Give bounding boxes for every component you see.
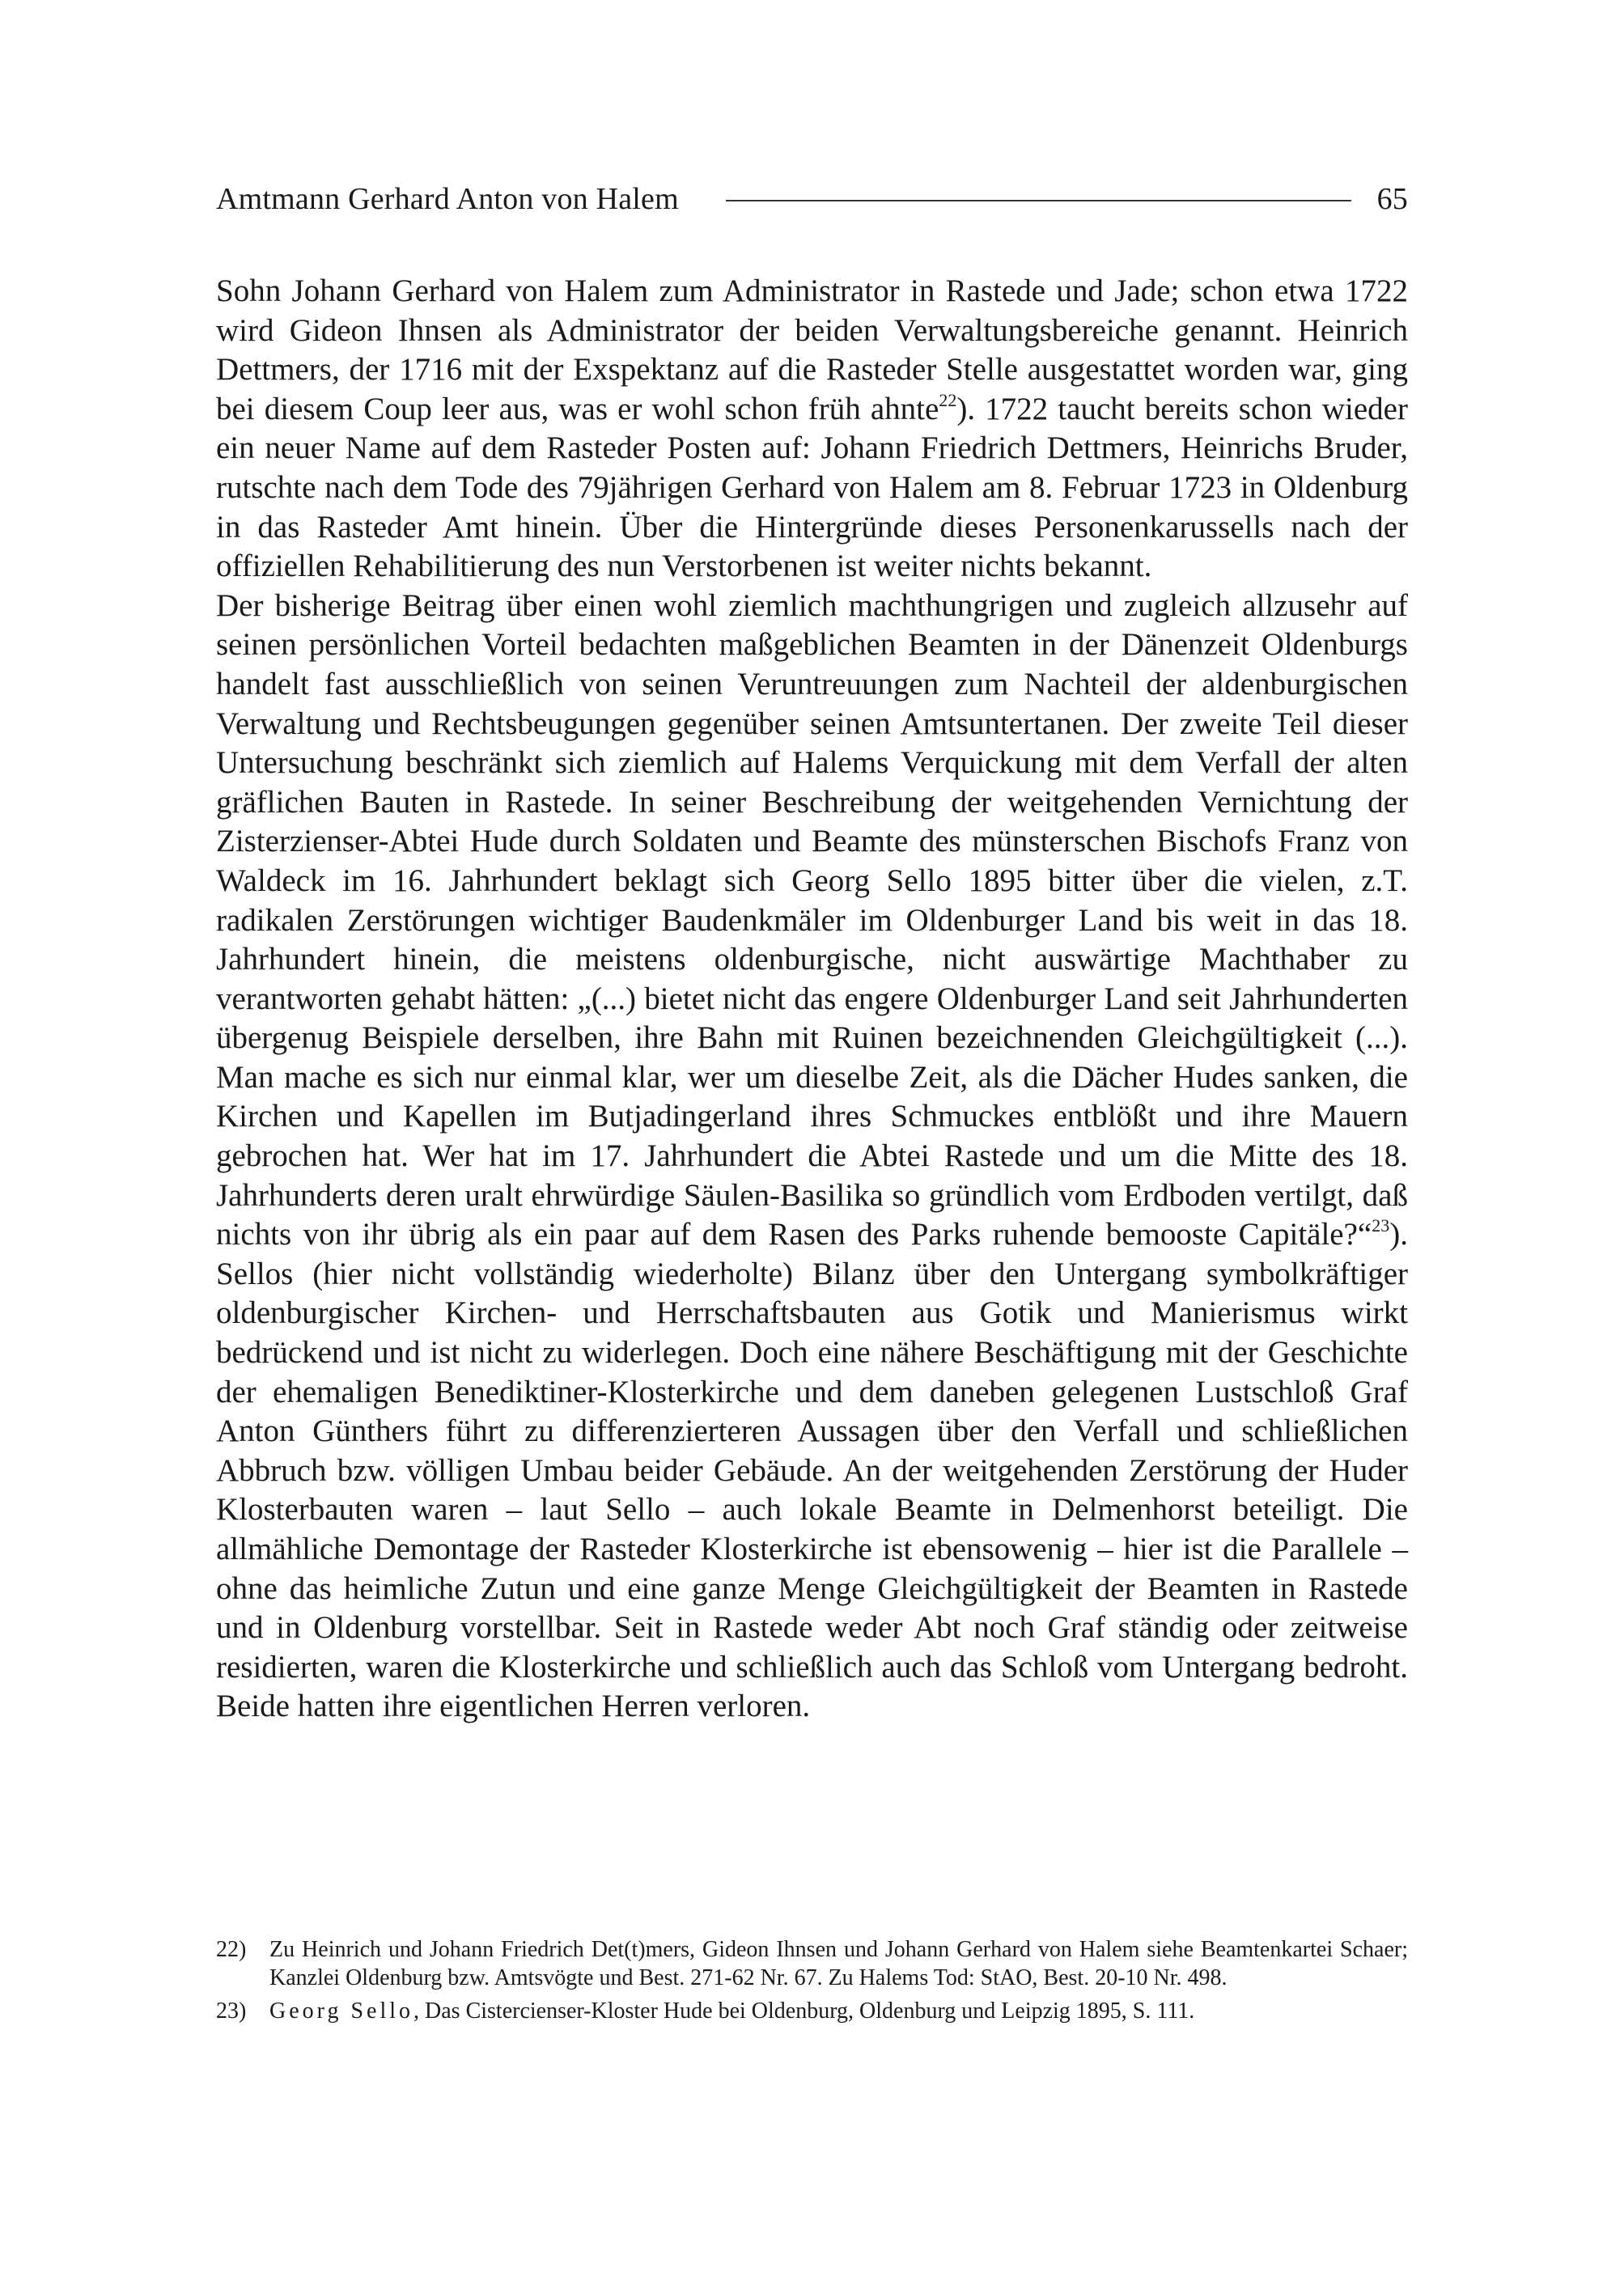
- page-number: 65: [1376, 182, 1408, 216]
- paragraph-2: [216, 587, 1408, 1727]
- body-text: [216, 272, 1408, 1727]
- footnotes: [216, 1935, 1408, 2030]
- document-page: [216, 0, 1408, 2293]
- paragraph-1-text-a: Sohn Johann Gerhard von Halem zum Administrator in Rastede und Jade; schon etwa 1722 wird Gideon Ihnsen als Administrator der beiden Verwaltungsbereiche genannt. Heinrich Dettmers, der 1716 mit der Exspektanz auf die Rasteder Stelle ausgestattet worden war, ging bei diesem Coup leer aus, was er wohl schon früh ahnte: [216, 273, 1408, 426]
- footnote-text: [269, 1997, 1408, 2025]
- footnote-22: [216, 1935, 1408, 1992]
- footnote-author: Georg Sello: [269, 1998, 414, 2024]
- paragraph-2-text-b: ). Sellos (hier nicht vollständig wiederholte) Bilanz über den Untergang symbolkräftiger oldenburgischer Kirchen- und Herrschaftsbauten aus Gotik und Manierismus wirkt bedrückend und ist nicht zu widerlegen. Doch eine nähere Beschäftigung mit der Geschichte der ehemaligen Benediktiner-Klosterkirche und dem daneben gelegenen Lustschloß Graf Anton Günthers führt zu differenzierteren Aussagen über den Verfall und schließlichen Abbruch bzw. völligen Umbau beider Gebäude. An der weitgehenden Zerstörung der Huder Klosterbauten waren – laut Sello – auch lokale Beamte in Delmenhorst beteiligt. Die allmähliche Demontage der Rasteder Klosterkirche ist ebensowenig – hier ist die Parallele – ohne das heimliche Zutun und eine ganze Menge Gleichgültigkeit der Beamten in Rastede und in Oldenburg vorstellbar. Seit in Rastede weder Abt noch Graf ständig oder zeitweise residierten, waren die Klosterkirche und schließlich auch das Schloß vom Untergang bedroht. Beide hatten ihre eigentlichen Herren verloren.: [216, 1217, 1408, 1724]
- footnote-number: 23): [216, 1998, 247, 2024]
- footnote-number: 22): [216, 1937, 247, 1962]
- header-title: Amtmann Gerhard Anton von Halem: [216, 182, 679, 216]
- header-rule: [726, 200, 1351, 201]
- footnote-text: Zu Heinrich und Johann Friedrich Det(t)mers, Gideon Ihnsen und Johann Gerhard von Halem siehe Beamtenkartei Schaer; Kanzlei Oldenburg bzw. Amtsvögte und Best. 271-62 Nr. 67. Zu Halems Tod: StAO, Best. 20-10 Nr. 498.: [269, 1937, 1408, 1990]
- footnote-citation: , Das Cistercienser-Kloster Hude bei Oldenburg, Oldenburg und Leipzig 1895, S. 111.: [413, 1998, 1195, 2024]
- footnote-ref-22[interactable]: 22: [939, 389, 957, 410]
- paragraph-2-text-a: Der bisherige Beitrag über einen wohl ziemlich machthungrigen und zugleich allzusehr auf seinen persönlichen Vorteil bedachten maßgeblichen Beamten in der Dänenzeit Oldenburgs handelt fast ausschließlich von seinen Veruntreuungen zum Nachteil der aldenburgischen Verwaltung und Rechtsbeugungen gegenüber seinen Amtsuntertanen. Der zweite Teil dieser Untersuchung beschränkt sich ziemlich auf Halems Verquickung mit dem Verfall der alten gräflichen Bauten in Rastede. In seiner Beschreibung der weitgehenden Vernichtung der Zisterzienser-Abtei Hude durch Soldaten und Beamte des münsterschen Bischofs Franz von Waldeck im 16. Jahrhundert beklagt sich Georg Sello 1895 bitter über die vielen, z.T. radikalen Zerstörungen wichtiger Baudenkmäler im Oldenburger Land bis weit in das 18. Jahrhundert hinein, die meistens oldenburgische, nicht auswärtige Machthaber zu verantworten gehabt hätten: „(...) bietet nicht das engere Oldenburger Land seit Jahrhunderten übergenug Beispiele derselben, ihre Bahn mit Ruinen bezeichnenden Gleichgültigkeit (...). Man mache es sich nur einmal klar, wer um dieselbe Zeit, als die Dächer Hudes sanken, die Kirchen und Kapellen im Butjadingerland ihres Schmuckes entblößt und ihre Mauern gebrochen hat. Wer hat im 17. Jahrhundert die Abtei Rastede und um die Mitte des 18. Jahrhunderts deren uralt ehrwürdige Säulen-Basilika so gründlich vom Erdboden vertilgt, daß nichts von ihr übrig als ein paar auf dem Rasen des Parks ruhende bemooste Capitäle?“: [216, 587, 1408, 1252]
- footnote-23: [216, 1997, 1408, 2025]
- paragraph-1: [216, 272, 1408, 587]
- paragraph-1-text-b: ). 1722 taucht bereits schon wieder ein neuer Name auf dem Rasteder Posten auf: Johann Friedrich Dettmers, Heinrichs Bruder, rutschte nach dem Tode des 79jährigen Gerhard von Halem am 8. Februar 1723 in Oldenburg in das Rasteder Amt hinein. Über die Hintergründe dieses Personenkarussells nach der offiziellen Rehabilitierung des nun Verstorbenen ist weiter nichts bekannt.: [216, 391, 1408, 584]
- running-header: [216, 175, 1408, 223]
- footnote-ref-23[interactable]: 23: [1372, 1215, 1390, 1236]
